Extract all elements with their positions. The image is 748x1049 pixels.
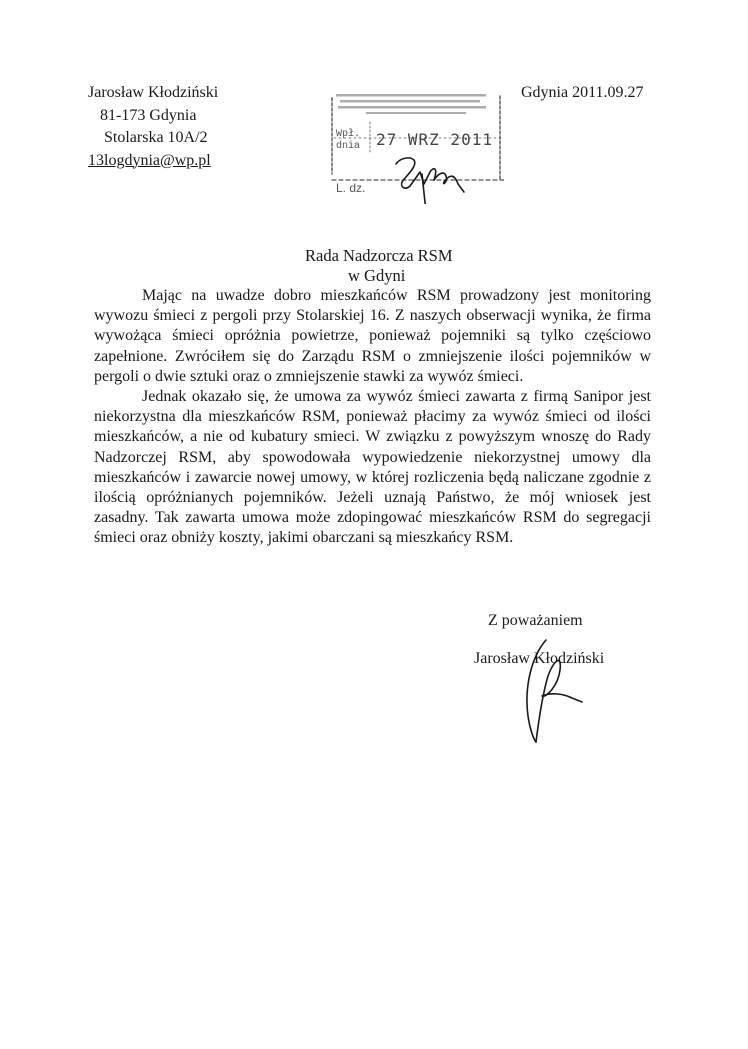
handwritten-signature (512, 636, 592, 744)
stamp-dnia-label: dnia (336, 141, 361, 152)
sender-street: Stolarska 10A/2 (104, 129, 208, 146)
receipt-stamp (326, 88, 504, 204)
sender-address-block (88, 82, 218, 172)
letter-body (94, 286, 651, 549)
stamp-wpl-label: Wpł. (336, 129, 361, 140)
stamp-l-label: L. dz. (336, 181, 366, 195)
letter-date: Gdynia 2011.09.27 (521, 84, 644, 101)
stamp-initials-signature (396, 158, 464, 204)
closing-salutation: Z poważaniem (488, 612, 583, 629)
signature-name: Jarosław Kłodziński (474, 650, 605, 667)
stamp-received-date: 27 WRZ 2011 (376, 130, 493, 149)
sender-name: Jarosław Kłodziński (88, 84, 219, 101)
body-paragraph-1: Mając na uwadze dobro mieszkańców RSM prowadzony jest monitoring wywozu śmieci z pergoli przy Stolarskiej 16. Z naszych obserwacji wynika, że firma wywożąca śmieci opróżnia powietrze, ponieważ pojemniki są tylko częściowo zapełnione. Zwróciłem się do Zarządu RSM o zmniejszenie ilości pojemników w pergoli o dwie sztuki oraz o zmniejszenie stawki za wywóz śmieci. (94, 287, 651, 385)
sender-postal-city: 81-173 Gdynia (100, 106, 197, 124)
sender-email-link[interactable]: 13logdynia@wp.pl (88, 151, 211, 169)
body-paragraph-2: Jednak okazało się, że umowa za wywóz śmieci zawarta z firmą Sanipor jest niekorzystna dla mieszkańców RSM, ponieważ płacimy za wywóz śmieci od ilości mieszkańców, a nie od kubatury smieci. W związku z powyższym wnoszę do Rady Nadzorczej RSM, aby spowodowała wypowiedzenie niekorzystnej umowy dla mieszkańców i zawarcie nowej umowy, w której rozliczenia będą naliczane zgodnie z ilością opróżnianych pojemników. Jeżeli uznają Państwo, że mój wniosek jest zasadny. Tak zawarta umowa może zdopingować mieszkańców RSM do segregacji śmieci oraz obniży koszty, jakimi obarczani są mieszkańcy RSM. (94, 388, 651, 547)
recipient-line-2: w Gdyni (348, 266, 406, 285)
recipient-line-1: Rada Nadzorcza RSM (305, 246, 453, 265)
